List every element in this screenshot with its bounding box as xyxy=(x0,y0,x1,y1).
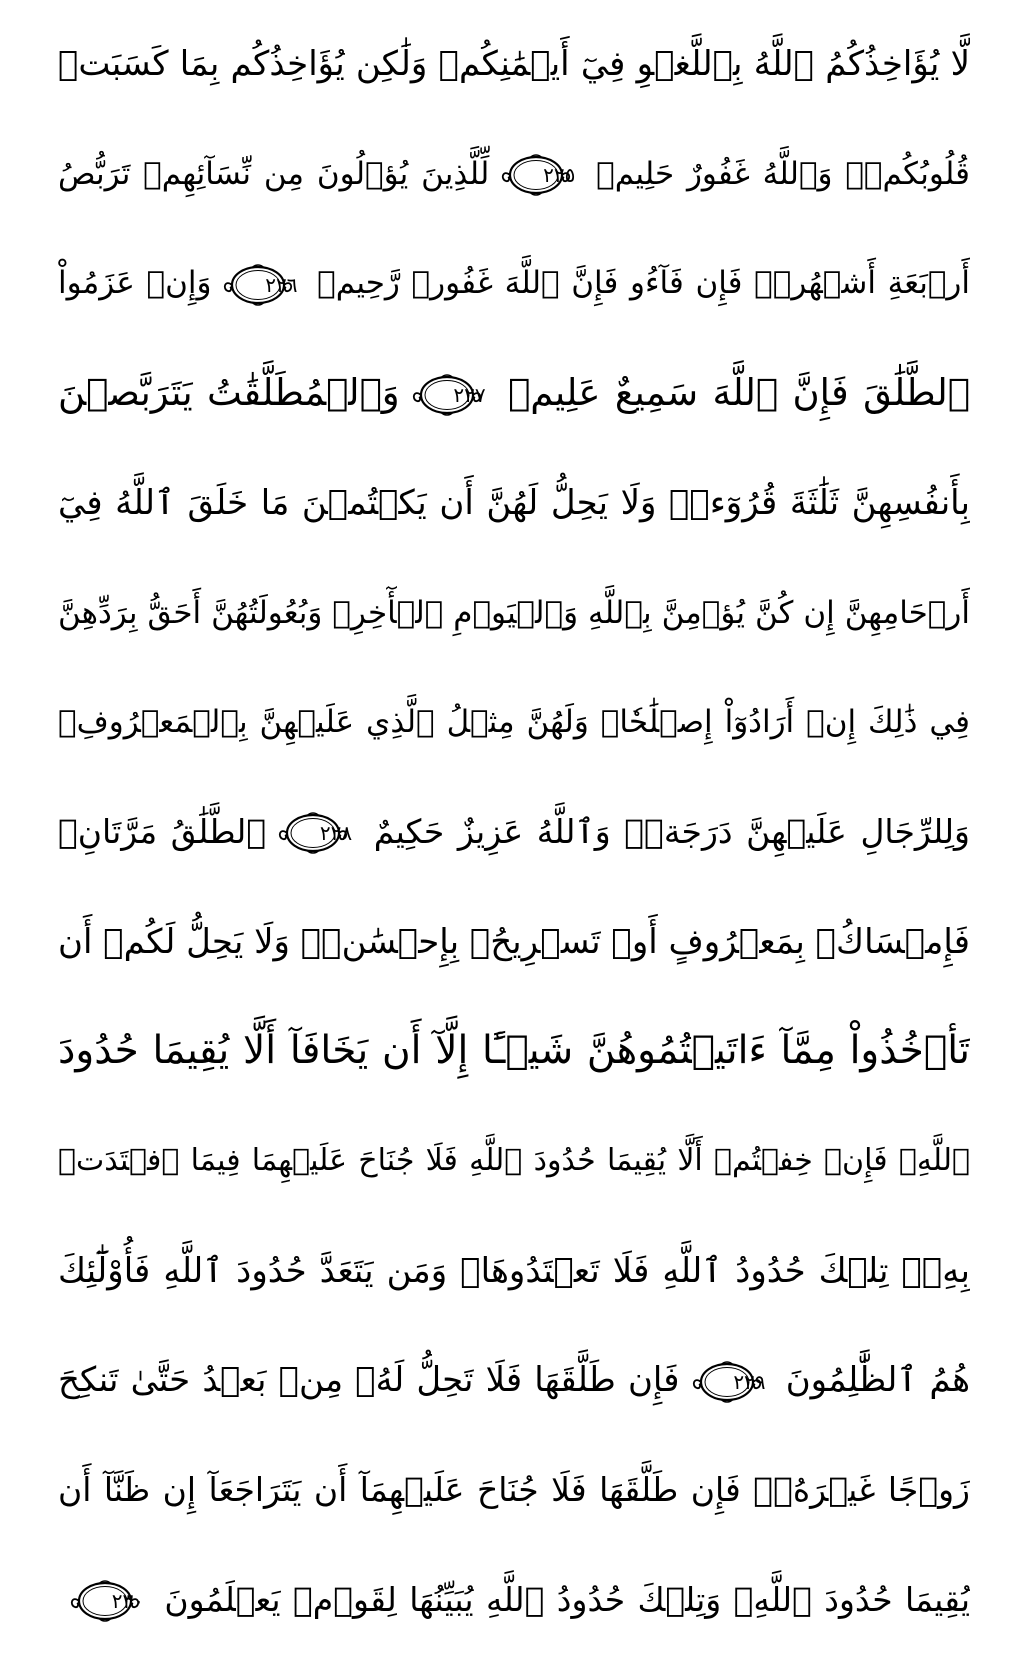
verse-text: لِّلَّذِينَ يُؤۡلُونَ مِن نِّسَآئِهِمۡ تَرَبُّصُ xyxy=(58,155,490,192)
verse-text: فَإِن طَلَّقَهَا فَلَا تَحِلُّ لَهُۥ مِنۢ بَعۡدُ حَتَّىٰ تَنكِحَ xyxy=(58,1360,680,1401)
verse-line xyxy=(58,672,970,772)
verse-line xyxy=(58,124,970,224)
verse-text: زَوۡجًا غَيۡرَهُۥۗ فَإِن طَلَّقَهَا فَلَا جُنَاحَ عَلَيۡهِمَآ أَن يَتَرَاجَعَآ إِن ظَنَّآ أَن xyxy=(58,1470,970,1510)
verse-text: ٱلطَّلَٰقُ مَرَّتَانِۖ xyxy=(58,811,267,851)
verse-text: ٱللَّهِۖ فَإِنۡ خِفۡتُمۡ أَلَّا يُقِيمَا حُدُودَ ٱللَّهِ فَلَا جُنَاحَ عَلَيۡهِمَا فِيمَا ٱفۡتَدَتۡ xyxy=(58,1143,970,1179)
verse-line xyxy=(58,782,970,882)
ayah-number: ٢٢٥ xyxy=(543,163,576,188)
ayah-end-marker xyxy=(408,373,486,417)
verse-text: أَرۡحَامِهِنَّ إِن كُنَّ يُؤۡمِنَّ بِٱللَّهِ وَٱلۡيَوۡمِ ٱلۡأٓخِرِۚ وَبُعُولَتُهُنَّ أَحَقُّ بِرَدِّهِنَّ xyxy=(58,594,970,631)
ayah-end-marker xyxy=(274,811,352,855)
verse-line xyxy=(58,1111,970,1211)
ayah-end-marker xyxy=(497,153,575,197)
verse-text: وَٱلۡمُطَلَّقَٰتُ يَتَرَبَّصۡنَ xyxy=(58,371,400,415)
verse-text: ٱلطَّلَٰقَ فَإِنَّ ٱللَّهَ سَمِيعٌ عَلِيمٞ xyxy=(508,371,970,415)
verse-line xyxy=(58,14,970,114)
verse-text: فَإِمۡسَاكُۢ بِمَعۡرُوفٍ أَوۡ تَسۡرِيحُۢ بِإِحۡسَٰنٖۗ وَلَا يَحِلُّ لَكُمۡ أَن xyxy=(58,921,970,962)
verse-text: أَرۡبَعَةِ أَشۡهُرٖۖ فَإِن فَآءُو فَإِنَّ ٱللَّهَ غَفُورٞ رَّحِيمٞ xyxy=(317,265,970,302)
verse-line xyxy=(58,1001,970,1101)
verse-text: وَلِلرِّجَالِ عَلَيۡهِنَّ دَرَجَةٞۗ وَٱللَّهُ عَزِيزٌ حَكِيمٌ xyxy=(373,811,970,851)
ayah-number: ٢٢٩ xyxy=(733,1369,766,1394)
verse-text: يُقِيمَا حُدُودَ ٱللَّهِۗ وَتِلۡكَ حُدُودُ ٱللَّهِ يُبَيِّنُهَا لِقَوۡمٖ يَعۡلَمُونَ xyxy=(164,1579,970,1619)
verse-text: فِي ذَٰلِكَ إِنۡ أَرَادُوٓاْ إِصۡلَٰحٗاۚ وَلَهُنَّ مِثۡلُ ٱلَّذِي عَلَيۡهِنَّ بِٱلۡمَعۡرُوفِۚ xyxy=(58,704,970,741)
verse-line xyxy=(58,233,970,333)
verse-line xyxy=(58,892,970,992)
ayah-end-marker xyxy=(219,263,297,307)
ayah-number: ٢٢٨ xyxy=(319,821,353,846)
verse-line xyxy=(58,1221,970,1321)
verse-text: قُلُوبُكُمۡۗ وَٱللَّهُ غَفُورٌ حَلِيمٞ xyxy=(596,155,970,192)
ayah-number: ٢٣٠ xyxy=(111,1589,144,1614)
verse-text: لَّا يُؤَاخِذُكُمُ ٱللَّهُ بِٱللَّغۡوِ فِيٓ أَيۡمَٰنِكُمۡ وَلَٰكِن يُؤَاخِذُكُم بِمَا كَسَبَتۡ xyxy=(58,44,970,84)
verse-line xyxy=(58,563,970,663)
verse-text: بِهِۦۗ تِلۡكَ حُدُودُ ٱللَّهِ فَلَا تَعۡتَدُوهَاۚ وَمَن يَتَعَدَّ حُدُودَ ٱللَّهِ فَأُوْلَٰٓئِكَ xyxy=(58,1250,970,1291)
verse-line xyxy=(58,453,970,553)
verse-line xyxy=(58,1440,970,1540)
ayah-number: ٢٢٧ xyxy=(453,382,486,407)
verse-text: تَأۡخُذُواْ مِمَّآ ءَاتَيۡتُمُوهُنَّ شَيۡـًٔا إِلَّآ أَن يَخَافَآ أَلَّا يُقِيمَا حُدُودَ xyxy=(58,1028,970,1074)
verse-line xyxy=(58,343,970,443)
verse-text: هُمُ ٱلظَّٰلِمُونَ xyxy=(785,1360,970,1401)
verse-text: بِأَنفُسِهِنَّ ثَلَٰثَةَ قُرُوٓءٖۚ وَلَا يَحِلُّ لَهُنَّ أَن يَكۡتُمۡنَ مَا خَلَقَ ٱللَّهُ فِيٓ xyxy=(58,482,970,523)
verse-line xyxy=(58,1330,970,1430)
ayah-number: ٢٢٦ xyxy=(265,272,298,297)
verse-text: وَإِنۡ عَزَمُواْ xyxy=(58,265,212,302)
verse-line xyxy=(58,1550,970,1650)
ayah-end-marker xyxy=(688,1360,766,1404)
ayah-end-marker xyxy=(66,1579,144,1623)
verse-lines xyxy=(58,14,970,1650)
